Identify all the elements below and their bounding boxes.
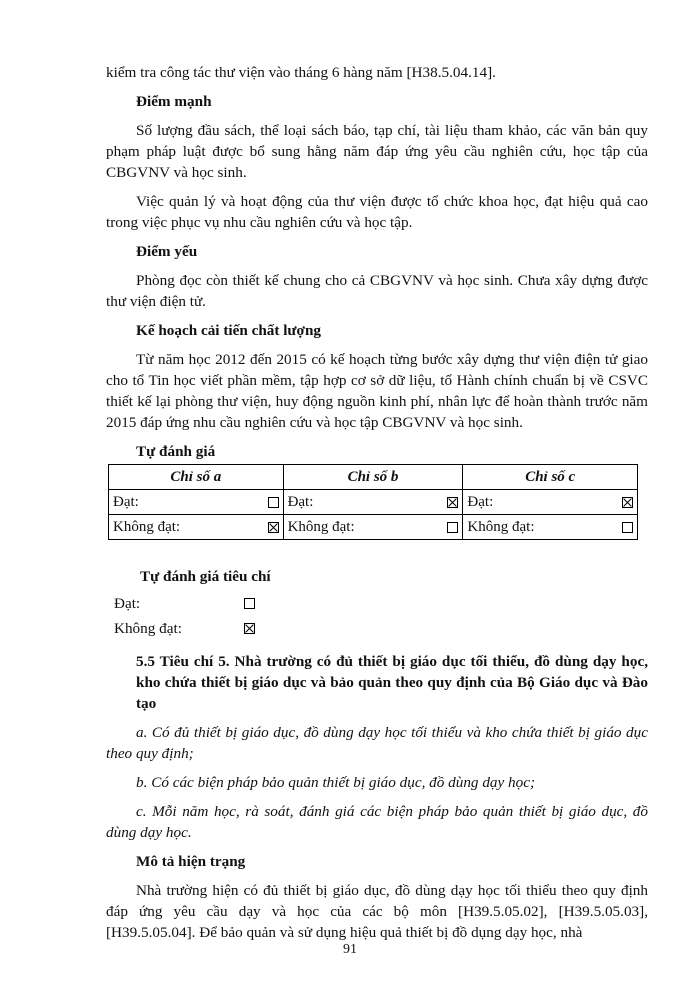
paragraph-improvement-plan: Từ năm học 2012 đến 2015 có kế hoạch từng bước xây dựng thư viện điện tử giao cho tổ Tin học viết phần mềm, tập hợp cơ sở dữ liệu, tổ Hành chính chuẩn bị về CSVC thiết kế lại phòng thư viện, huy động nguồn kinh phí, nhân lực để hoàn thành trước năm 2015 đáp ứng nhu cầu nghiên cứu và học tập CBGVNV và học sinh.	[106, 351, 648, 431]
heading-criterion-evaluation: Tự đánh giá tiêu chí	[140, 568, 271, 585]
criterion-fail-label: Không đạt:	[114, 620, 182, 637]
paragraph-library-inspection: kiểm tra công tác thư viện vào tháng 6 hàng năm [H38.5.04.14].	[106, 64, 496, 81]
checkbox-fail-b[interactable]	[447, 522, 458, 533]
self-evaluation-table	[108, 464, 638, 540]
paragraph-current-status: Nhà trường hiện có đủ thiết bị giáo dục, đồ dùng dạy học tối thiểu theo quy định đáp ứng yêu cầu dạy và học của các bộ môn [H39.5.05.02], [H39.5.05.03], [H39.5.05.04]. Để bảo quản và sử dụng hiệu quả thiết bị đồ dụng dạy học, nhà	[106, 882, 648, 941]
document-page	[106, 62, 648, 951]
criterion-item-c: c. Mỗi năm học, rà soát, đánh giá các biện pháp bảo quản thiết bị giáo dục, đồ dùng dạy học.	[106, 803, 648, 841]
pass-label-a: Đạt:	[113, 493, 139, 510]
checkbox-pass-c[interactable]	[622, 497, 633, 508]
criterion-evaluation	[114, 591, 648, 641]
paragraph-weakness: Phòng đọc còn thiết kế chung cho cả CBGVNV và học sinh. Chưa xây dựng được thư viện điện tử.	[106, 272, 648, 310]
table-row-fail	[109, 515, 638, 540]
heading-self-evaluation: Tự đánh giá	[136, 443, 216, 460]
paragraph-strength-2: Việc quản lý và hoạt động của thư viện được tổ chức khoa học, đạt hiệu quả cao trong việc phục vụ nhu cầu nghiên cứu và học tập.	[106, 193, 648, 231]
pass-label-c: Đạt:	[467, 493, 494, 510]
header-index-c: Chỉ số c	[463, 465, 638, 490]
fail-label-b: Không đạt:	[287, 518, 355, 535]
header-index-b: Chỉ số b	[283, 465, 463, 490]
criterion-fail-checkbox[interactable]	[244, 623, 255, 634]
criterion-pass-checkbox[interactable]	[244, 598, 255, 609]
checkbox-pass-a[interactable]	[268, 497, 279, 508]
heading-strengths: Điểm mạnh	[136, 93, 212, 110]
fail-label-a: Không đạt:	[113, 518, 181, 535]
paragraph-strength-1: Số lượng đầu sách, thể loại sách báo, tạp chí, tài liệu tham khảo, các văn bản quy phạm pháp luật được bổ sung hằng năm đáp ứng yêu cầu nghiên cứu, học tập của CBGVNV và học sinh.	[106, 122, 648, 181]
table-header-row	[109, 465, 638, 490]
heading-weaknesses: Điểm yếu	[136, 243, 198, 260]
criterion-fail-row	[114, 616, 648, 641]
header-index-a: Chỉ số a	[109, 465, 284, 490]
criterion-item-b: b. Có các biện pháp bảo quản thiết bị giáo dục, đồ dùng dạy học;	[136, 774, 536, 791]
section-title: 5.5 Tiêu chí 5. Nhà trường có đủ thiết bị giáo dục tối thiểu, đồ dùng dạy học, kho chứa thiết bị giáo dục và bảo quản theo quy định của Bộ Giáo dục và Đào tạo	[136, 653, 648, 712]
heading-current-status: Mô tả hiện trạng	[136, 853, 246, 870]
pass-label-b: Đạt:	[287, 493, 314, 510]
heading-improvement-plan: Kế hoạch cải tiến chất lượng	[136, 322, 322, 339]
table-row-pass	[109, 490, 638, 515]
criterion-pass-label: Đạt:	[114, 595, 141, 612]
criterion-pass-row	[114, 591, 648, 616]
checkbox-fail-a[interactable]	[268, 522, 279, 533]
checkbox-fail-c[interactable]	[622, 522, 633, 533]
page-number: 91	[343, 942, 357, 957]
checkbox-pass-b[interactable]	[447, 497, 458, 508]
criterion-item-a: a. Có đủ thiết bị giáo dục, đồ dùng dạy học tối thiểu và kho chứa thiết bị giáo dục theo quy định;	[106, 724, 648, 762]
fail-label-c: Không đạt:	[467, 518, 535, 535]
